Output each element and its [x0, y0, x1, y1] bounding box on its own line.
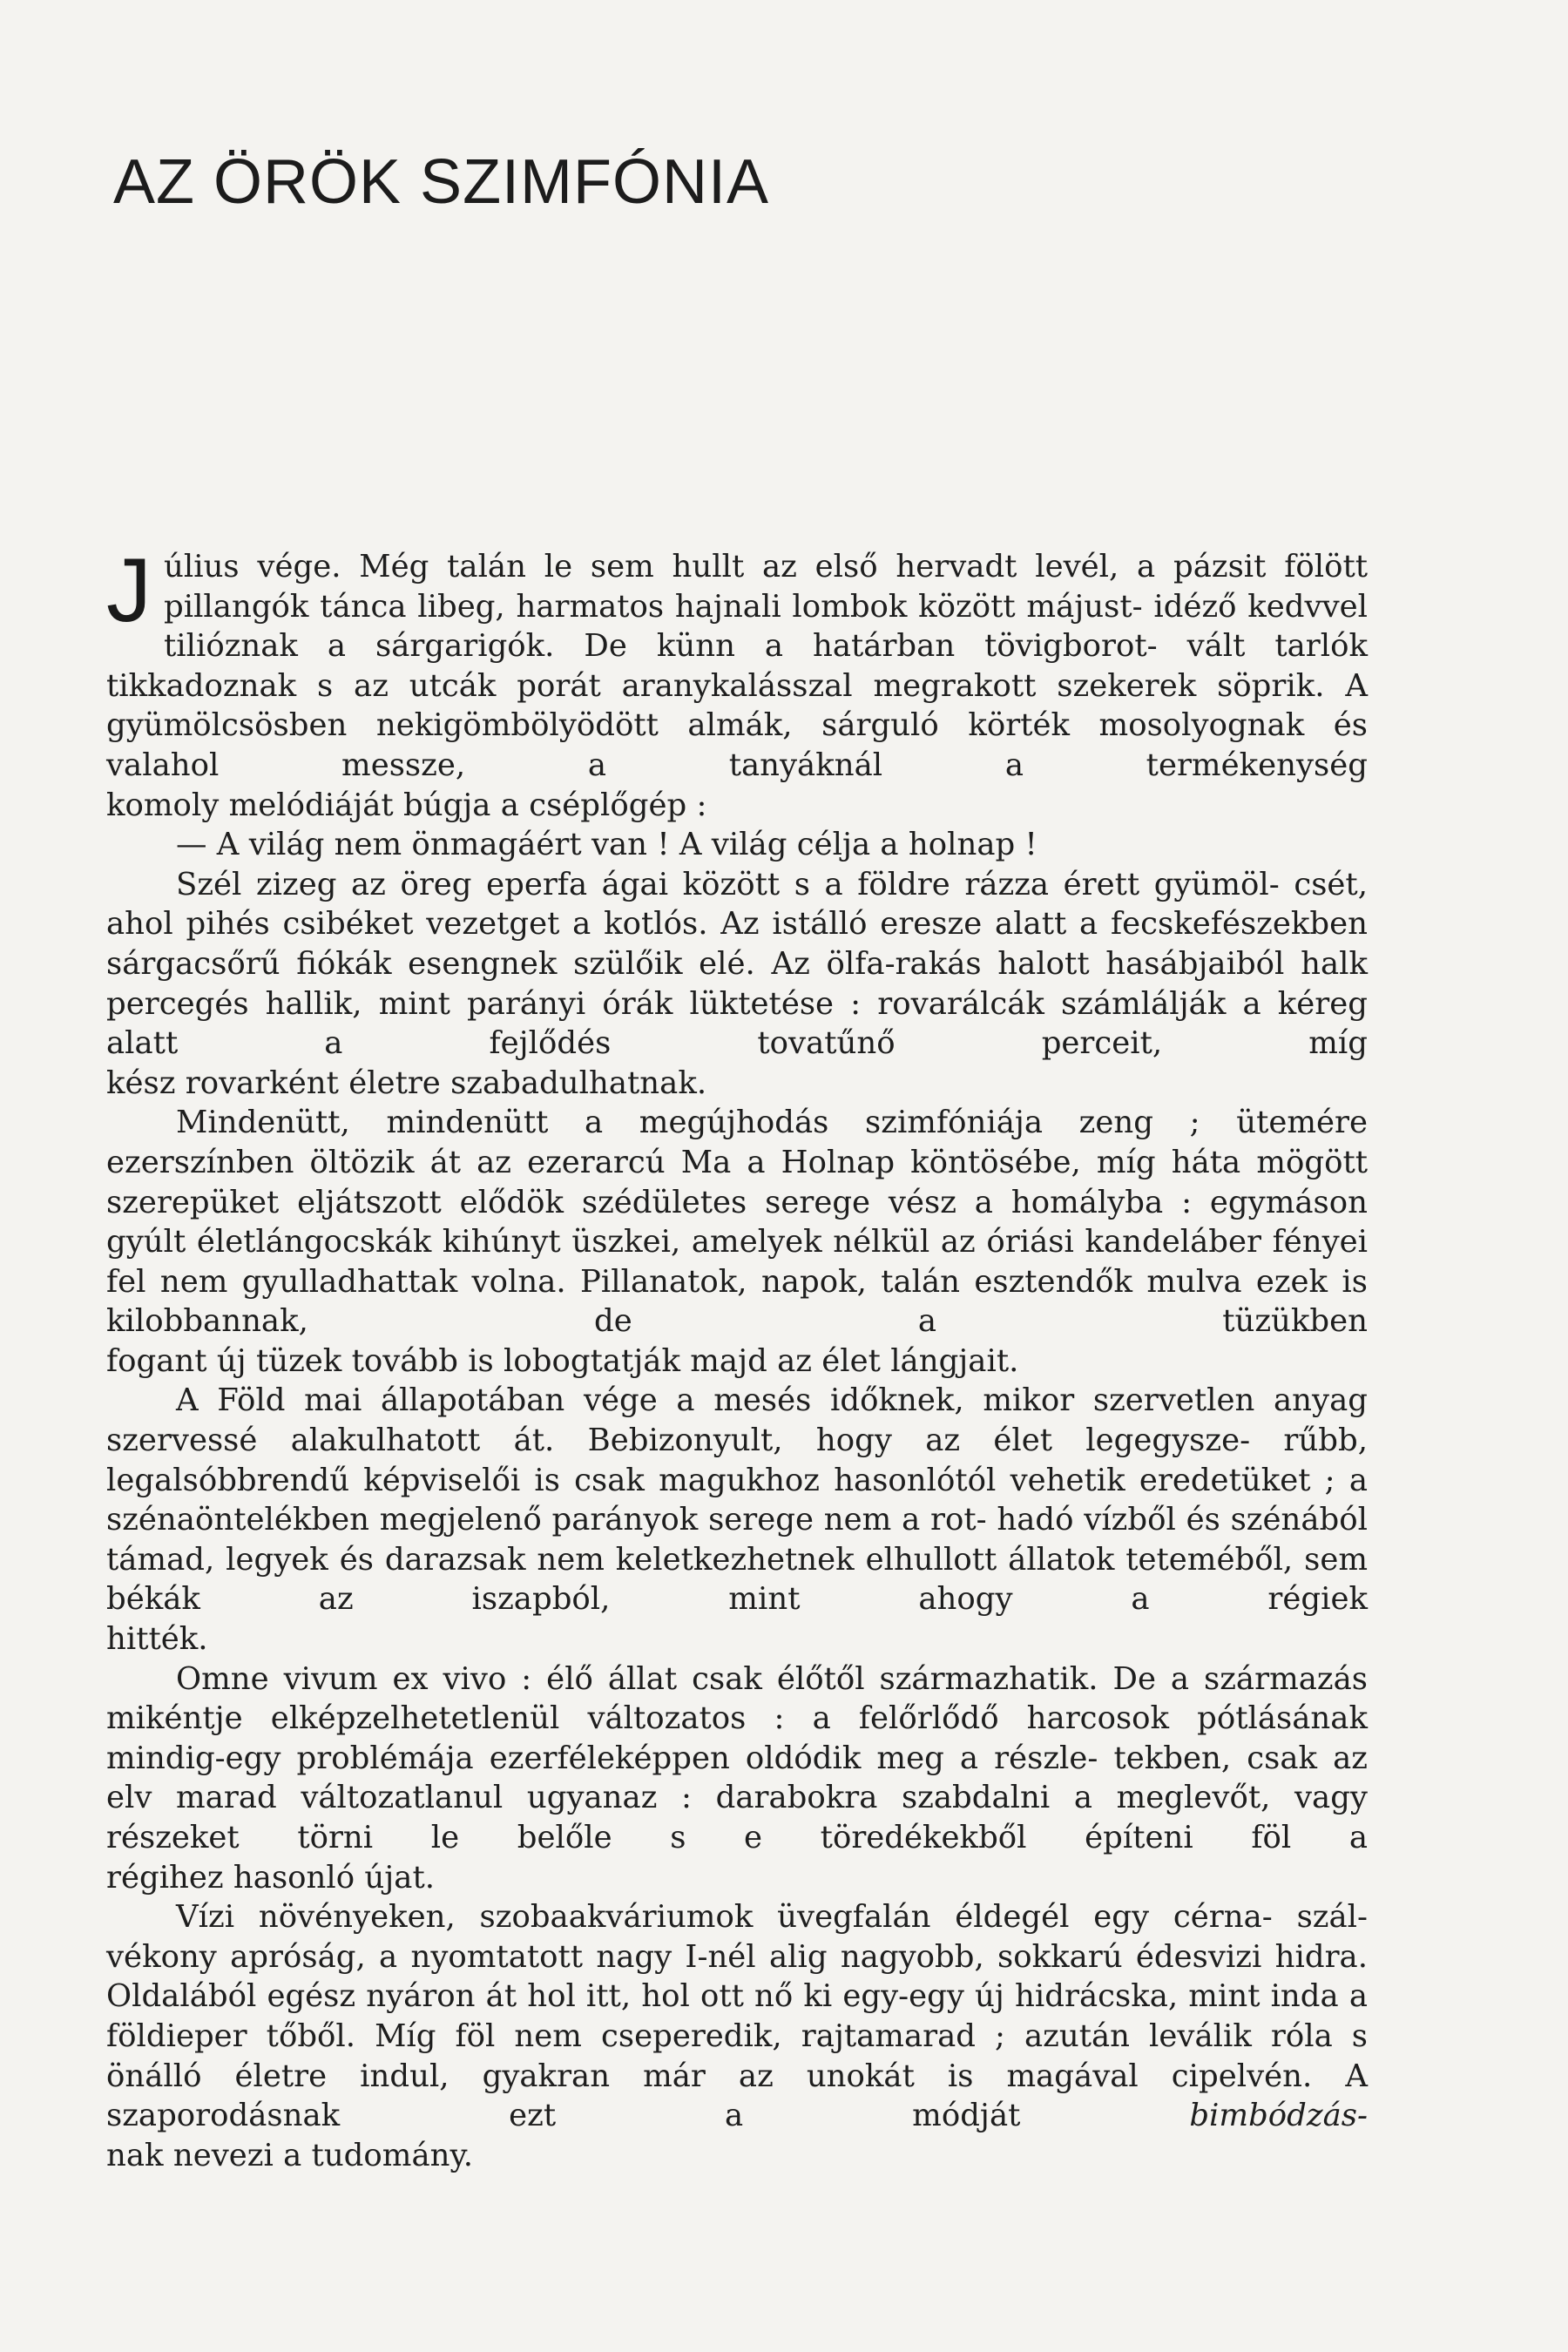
chapter-title: AZ ÖRÖK SZIMFÓNIA — [113, 147, 770, 217]
paragraph-1-line-4: vált tarlók tikkadoznak s az utcák porát aranykalásszal megrakott — [106, 628, 1368, 704]
paragraph-3 — [106, 865, 1368, 1064]
paragraph-5-line-1: A Föld mai állapotában vége a mesés időknek, mikor szervetlen — [176, 1382, 1255, 1419]
paragraph-7-line-4: új hidrácska, mint inda a földieper tőből. Míg föl nem cseperedik, — [106, 1978, 1368, 2054]
paragraph-1-line-1: úlius vége. Még talán le sem hullt az első hervadt levél, a pázsit — [164, 549, 1267, 585]
paragraph-1-line-6: körték mosolyognak és valahol messze, a tanyáknál a termékenység — [106, 707, 1368, 783]
paragraph-4 — [106, 1103, 1368, 1342]
paragraph-1-line-5: szekerek söprik. A gyümölcsösben nekigömbölyödött almák, sárguló — [106, 667, 1368, 744]
paragraph-2 — [106, 825, 1368, 865]
paragraph-6-line-2: származás mikéntje elképzelhetetlenül változatos : a felőrlődő harcosok — [106, 1660, 1368, 1737]
paragraph-7-line-6: unokát is magával cipelvén. A szaporodásnak ezt a módját — [106, 2058, 1368, 2134]
paragraph-6-line-3: pótlásának mindig-egy problémája ezerféleképpen oldódik meg a részle- — [106, 1700, 1368, 1776]
paragraph-7-line-3: édesvizi hidra. Oldalából egész nyáron át hol itt, hol ott nő ki egy-egy — [106, 1938, 1368, 2015]
paragraph-7-end — [106, 2136, 1368, 2176]
paragraph-4-line-6: napok, talán esztendők mulva ezek is kilobbannak, de a tüzükben — [106, 1263, 1368, 1340]
paragraph-4-line-7: fogant új tüzek tovább is lobogtatják majd az élet lángjait. — [106, 1342, 1019, 1379]
paragraph-5-line-2: anyag szervessé alakulhatott át. Bebizonyult, hogy az élet legegysze- — [106, 1382, 1368, 1459]
paragraph-7-line-2: szál-vékony apróság, a nyomtatott nagy I-nél alig nagyobb, sokkarú — [106, 1899, 1368, 1975]
paragraph-3-line-3: fecskefészekben sárgacsőrű fiókák esengnek szülőik elé. Az ölfa-rakás — [106, 906, 1368, 982]
paragraph-6-end — [106, 1858, 1368, 1898]
paragraph-5-line-4: eredetüket ; a szénaöntelékben megjelenő parányok serege nem a rot- — [106, 1462, 1368, 1538]
paragraph-3-line-2: csét, ahol pihés csibéket vezetget a kotlós. Az istálló eresze alatt a — [106, 866, 1368, 943]
paragraph-1-line-7: komoly melódiáját búgja a cséplőgép : — [106, 787, 707, 823]
paragraph-5-line-3: rűbb, legalsóbbrendű képviselői is csak magukhoz hasonlótól vehetik — [106, 1423, 1368, 1498]
paragraph-5 — [106, 1381, 1368, 1619]
paragraph-6 — [106, 1659, 1368, 1858]
paragraph-4-line-1: Mindenütt, mindenütt a megújhodás szimfóniája zeng ; ütemére — [176, 1105, 1368, 1141]
paragraph-3-end — [106, 1064, 1368, 1104]
paragraph-2-line-1: — A világ nem önmagáért van ! A világ célja a holnap ! — [176, 827, 1037, 863]
paragraph-5-line-5: hadó vízből és szénából támad, legyek és darazsak nem keletkezhetnek — [106, 1502, 1368, 1578]
paragraph-1-end — [106, 786, 1368, 826]
paragraph-3-line-1: Szél zizeg az öreg eperfa ágai között s a földre rázza érett gyümöl- — [176, 866, 1280, 902]
paragraph-6-line-1: Omne vivum ex vivo : élő állat csak élőtől származhatik. De a — [176, 1660, 1190, 1697]
paragraph-4-line-3: mögött szerepüket eljátszott elődök szédületes serege vész a homályba : — [106, 1144, 1368, 1220]
paragraph-1-line-3: idéző kedvvel tilióznak a sárgarigók. De künn a határban tövigborot- — [164, 588, 1369, 665]
paragraph-7 — [106, 1897, 1368, 2136]
paragraph-7-line-7: nak nevezi a tudomány. — [106, 2137, 474, 2173]
paragraph-6-line-5: a meglevőt, vagy részeket törni le belőle s e töredékekből építeni föl a — [106, 1780, 1368, 1855]
paragraph-3-line-4: halott hasábjaiból halk percegés hallik, mint parányi órák lüktetése : — [106, 945, 1368, 1022]
paragraph-6-line-4: tekben, csak az elv marad változatlanul ugyanaz : darabokra szabdalni — [106, 1740, 1368, 1816]
paragraph-4-end — [106, 1342, 1368, 1382]
paragraph-5-line-6: elhullott állatok teteméből, sem békák az iszapból, mint ahogy a régiek — [106, 1541, 1368, 1618]
paragraph-4-line-5: óriási kandeláber fényei fel nem gyulladhattak volna. Pillanatok, — [106, 1224, 1369, 1300]
paragraph-7-line-5: rajtamarad ; azután leválik róla s önálló életre indul, gyakran már az — [106, 2017, 1368, 2094]
paragraph-7-line-1: Vízi növényeken, szobaakváriumok üvegfalán éldegél egy cérna- — [176, 1899, 1273, 1936]
paragraph-5-end — [106, 1619, 1368, 1659]
italic-term: bimbódzás- — [1189, 2098, 1368, 2134]
paragraph-4-line-4: egymáson gyúlt életlángocskák kihúnyt üszkei, amelyek nélkül az — [106, 1184, 1368, 1260]
paragraph-1-line-2: fölött pillangók tánca libeg, harmatos hajnali lombok között májust- — [164, 549, 1368, 625]
paragraph-1 — [106, 540, 1369, 786]
paragraph-6-line-6: régihez hasonló újat. — [106, 1859, 435, 1896]
drop-cap: J — [106, 540, 152, 641]
paragraph-5-line-7: hitték. — [106, 1621, 208, 1658]
paragraph-3-line-6: kész rovarként életre szabadulhatnak. — [106, 1064, 707, 1101]
paragraph-4-line-2: ezerszínben öltözik át az ezerarcú Ma a Holnap köntösébe, míg háta — [106, 1144, 1241, 1180]
body-text — [106, 540, 1369, 2175]
paragraph-3-line-5: rovarálcák számlálják a kéreg alatt a fejlődés tovatűnő perceit, míg — [106, 985, 1368, 1062]
